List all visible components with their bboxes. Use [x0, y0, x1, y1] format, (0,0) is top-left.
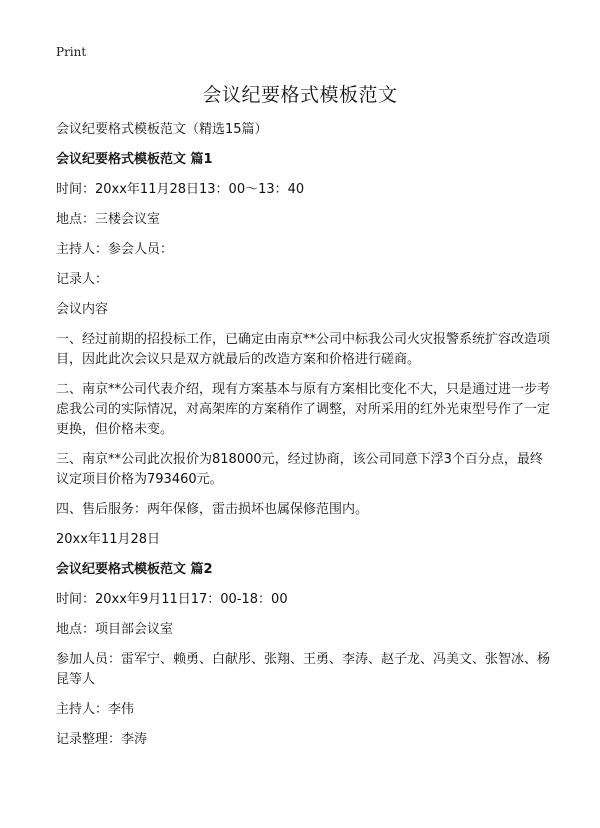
document-title: 会议纪要格式模板范文 [202, 84, 398, 106]
meeting-attendees-2: 参加人员：雷军宁、赖勇、白献彤、张翔、王勇、李涛、赵子龙、冯美文、张智冰、杨昆等人 [56, 652, 551, 687]
meeting-recorder: 记录人： [56, 272, 109, 287]
meeting-item-4: 四、售后服务：两年保修，雷击损坏也属保修范围内。 [56, 502, 369, 517]
section-heading-2: 会议纪要格式模板范文 篇2 [56, 562, 213, 577]
section-heading-1: 会议纪要格式模板范文 篇1 [56, 152, 213, 167]
meeting-host: 主持人：参会人员： [56, 242, 174, 257]
meeting-time-2: 时间：20xx年9月11日17：00-18：00 [56, 592, 288, 607]
document-subtitle: 会议纪要格式模板范文（精选15篇） [56, 122, 268, 137]
meeting-item-2: 二、南京**公司代表介绍，现有方案基本与原有方案相比变化不大，只是通过进一步考虑我公司的实际情况，对高架库的方案稍作了调整，对所采用的红外光束型号作了一定更换，但价格未变。 [56, 382, 551, 437]
meeting-time: 时间：20xx年11月28日13：00～13：40 [56, 182, 305, 197]
meeting-place-2: 地点：项目部会议室 [56, 622, 174, 637]
print-label: Print [56, 45, 87, 59]
meeting-content-label: 会议内容 [56, 302, 109, 317]
meeting-host-2: 主持人：李伟 [56, 702, 135, 717]
meeting-item-1: 一、经过前期的招投标工作，已确定由南京**公司中标我公司火灾报警系统扩容改造项目，因此此次会议只是双方就最后的改造方案和价格进行磋商。 [56, 332, 551, 367]
meeting-date: 20xx年11月28日 [56, 532, 161, 547]
meeting-item-3: 三、南京**公司此次报价为818000元，经过协商，该公司同意下浮3个百分点，最终议定项目价格为793460元。 [56, 452, 543, 487]
document-body [56, 120, 552, 760]
meeting-place: 地点：三楼会议室 [56, 212, 161, 227]
meeting-recorder-2: 记录整理：李涛 [56, 732, 148, 747]
